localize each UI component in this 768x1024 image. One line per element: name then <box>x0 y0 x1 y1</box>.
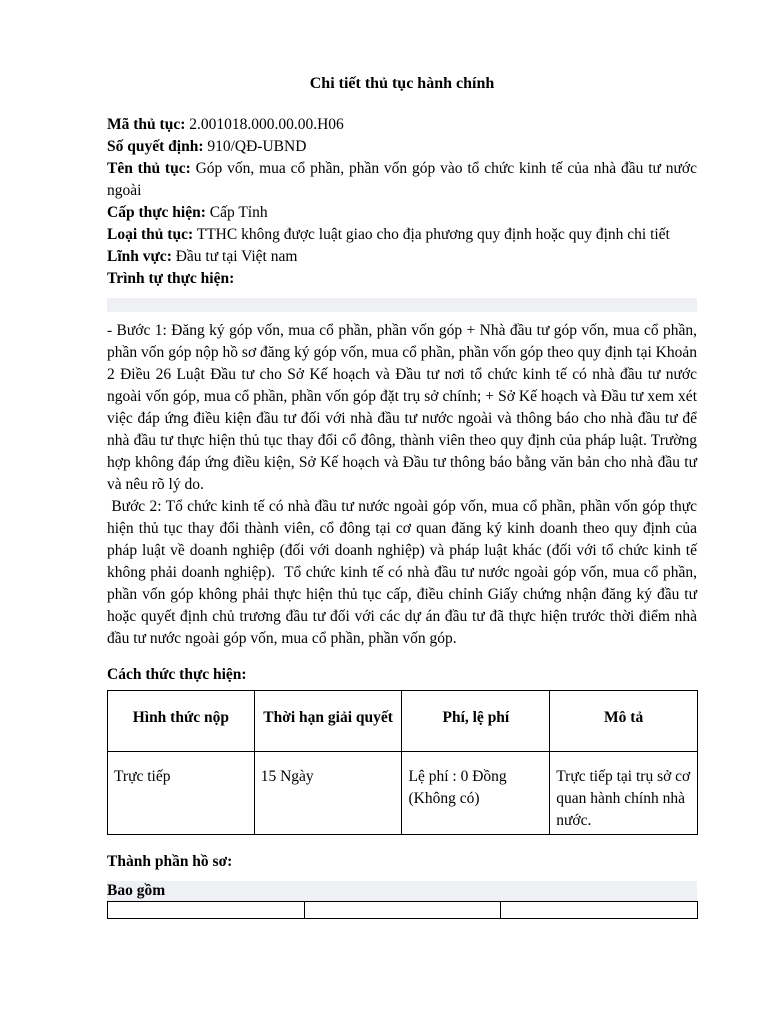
field-linh-vuc <box>107 246 697 268</box>
thanh-phan-label: Thành phần hồ sơ: <box>107 853 233 870</box>
table-cell: Lệ phí : 0 Đồng (Không có) <box>402 752 550 835</box>
step-1: - Bước 1: Đăng ký góp vốn, mua cổ phần, phần vốn góp + Nhà đầu tư góp vốn, mua cổ phần, phần vốn góp nộp hồ sơ đăng ký góp vốn, mua cổ phần, phần vốn góp theo quy định tại Khoản 2 Điều 26 Luật Đầu tư cho Sở Kế hoạch và Đầu tư nơi tổ chức kinh tế có nhà đầu tư nước ngoài vốn góp, mua cổ phần, phần vốn góp đặt trụ sở chính; + Sở Kế hoạch và Đầu tư xem xét việc đáp ứng điều kiện đầu tư đối với nhà đầu tư nước ngoài và thông báo cho nhà đầu tư để nhà đầu tư thực hiện thủ tục thay đổi cổ đông, thành viên theo quy định của pháp luật. Trường hợp không đáp ứng điều kiện, Sở Kế hoạch và Đầu tư thông báo bằng văn bản cho nhà đầu tư và nêu rõ lý do. <box>107 322 697 493</box>
table-cell <box>501 902 698 919</box>
field-value: 910/QĐ-UBND <box>203 138 307 155</box>
column-header: Mô tả <box>550 691 698 752</box>
field-value: Cấp Tỉnh <box>205 204 268 221</box>
field-cap-thuc-hien <box>107 202 697 224</box>
cach-thuc-label: Cách thức thực hiện: <box>107 666 247 683</box>
table-row <box>108 902 698 919</box>
documents-table <box>107 901 698 919</box>
field-label: Tên thủ tục: <box>107 160 191 177</box>
field-label: Số quyết định: <box>107 138 204 155</box>
bao-gom-label: Bao gồm <box>107 881 697 901</box>
table-row <box>108 752 698 835</box>
step-2: Bước 2: Tổ chức kinh tế có nhà đầu tư nước ngoài góp vốn, mua cổ phần, phần vốn góp thực hiện thủ tục thay đổi thành viên, cổ đông tại cơ quan đăng ký kinh doanh theo quy định của pháp luật về doanh nghiệp (đối với doanh nghiệp) và pháp luật khác (đối với tổ chức kinh tế không phải doanh nghiệp). Tổ chức kinh tế có nhà đầu tư nước ngoài góp vốn, mua cổ phần, phần vốn góp không phải thực hiện thủ tục cấp, điều chỉnh Giấy chứng nhận đăng ký đầu tư hoặc quyết định chủ trương đầu tư đối với các dự án đầu tư đã thực hiện trước thời điểm nhà đầu tư nước ngoài góp vốn, mua cổ phần, phần vốn góp. <box>107 498 701 647</box>
table-cell <box>108 902 305 919</box>
section-heading: Trình tự thực hiện: <box>107 270 235 287</box>
table-cell <box>304 902 501 919</box>
field-label: Loại thủ tục: <box>107 226 194 243</box>
column-header: Thời hạn giải quyết <box>254 691 402 752</box>
field-value: 2.001018.000.00.00.H06 <box>185 116 344 133</box>
table-cell: 15 Ngày <box>254 752 402 835</box>
field-loai-thu-tuc <box>107 224 697 246</box>
field-value: Đầu tư tại Việt nam <box>171 248 298 265</box>
field-value: Góp vốn, mua cổ phần, phần vốn góp vào tổ chức kinh tế của nhà đầu tư nước ngoài <box>107 160 697 199</box>
field-ma-thu-tuc <box>107 114 697 136</box>
shaded-divider <box>107 298 697 312</box>
field-so-quyet-dinh <box>107 136 697 158</box>
field-label: Cấp thực hiện: <box>107 204 206 221</box>
page-title: Chi tiết thủ tục hành chính <box>309 75 495 92</box>
field-label: Lĩnh vực: <box>107 248 172 265</box>
field-value: TTHC không được luật giao cho địa phương quy định hoặc quy định chi tiết <box>193 226 670 243</box>
field-ten-thu-tuc <box>107 158 697 202</box>
document-content <box>107 72 701 919</box>
table-header-row <box>108 691 698 752</box>
trinh-tu-label <box>107 268 697 290</box>
column-header: Phí, lệ phí <box>402 691 550 752</box>
table-cell: Trực tiếp <box>108 752 255 835</box>
table-cell: Trực tiếp tại trụ sở cơ quan hành chính nhà nước. <box>550 752 698 835</box>
methods-table <box>107 690 698 835</box>
field-label: Mã thủ tục: <box>107 116 186 133</box>
column-header: Hình thức nộp <box>108 691 255 752</box>
steps-block <box>107 320 701 650</box>
